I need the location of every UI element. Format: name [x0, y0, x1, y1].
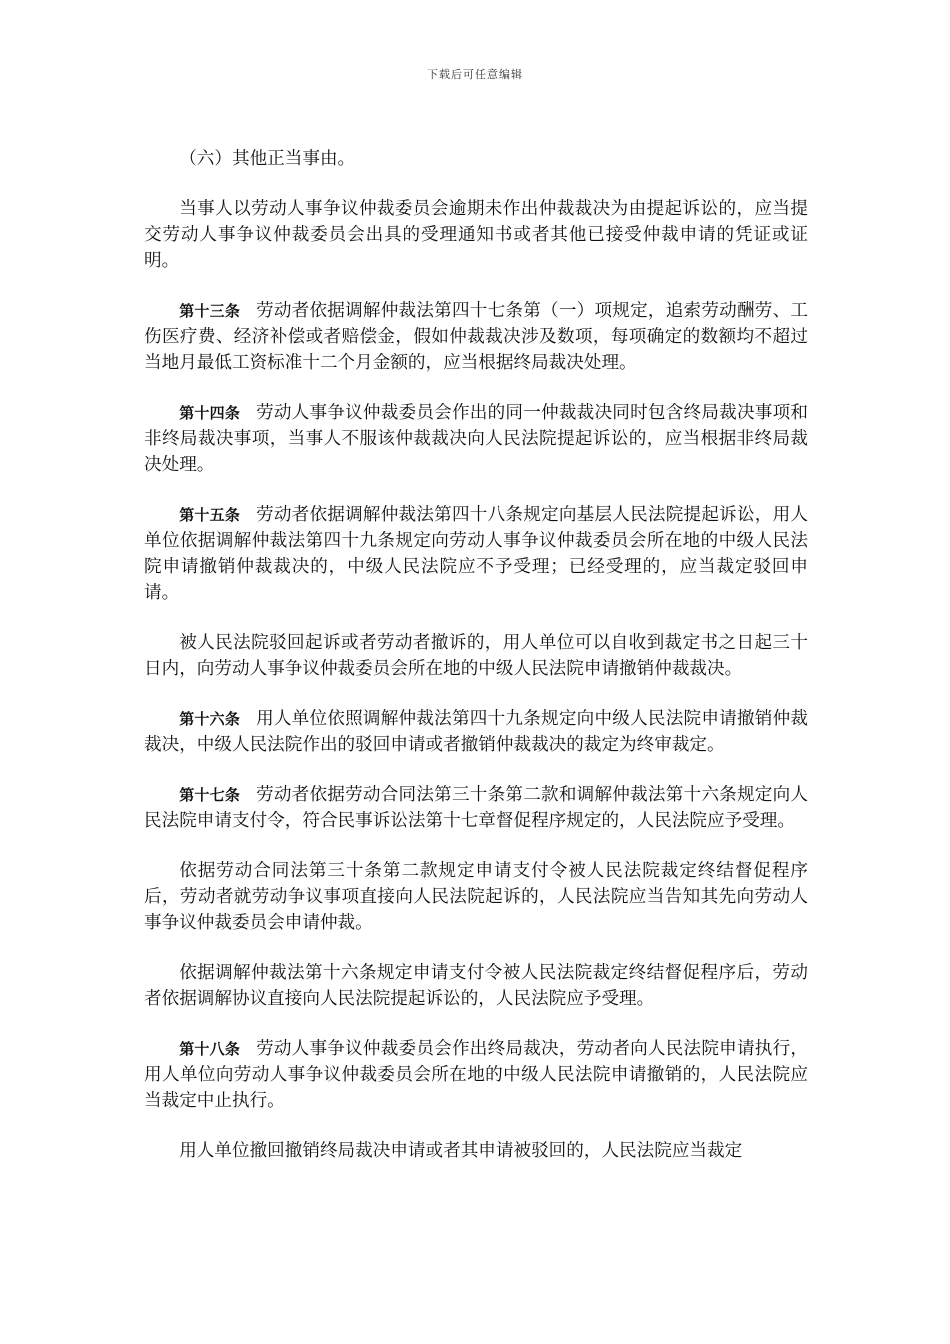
paragraph	[144, 1036, 808, 1114]
article-number: 第十五条	[179, 506, 241, 524]
paragraph	[144, 196, 808, 274]
paragraph-text: 劳动者依据劳动合同法第三十条第二款和调解仲裁法第十六条规定向人民法院申请支付令，符合民事诉讼法第十七章督促程序规定的，人民法院应予受理。	[144, 785, 808, 831]
paragraph-text: 用人单位撤回撤销终局裁决申请或者其申请被驳回的，人民法院应当裁定	[179, 1141, 743, 1161]
paragraph-text: 用人单位依照调解仲裁法第四十九条规定向中级人民法院申请撤销仲裁裁决，中级人民法院作出的驳回申请或者撤销仲裁裁决的裁定为终审裁定。	[144, 709, 808, 755]
paragraph	[144, 782, 808, 834]
article-number: 第十三条	[179, 302, 241, 320]
article-number: 第十六条	[179, 710, 241, 728]
paragraph	[144, 858, 808, 936]
paragraph	[144, 630, 808, 682]
paragraph-text: 依据调解仲裁法第十六条规定申请支付令被人民法院裁定终结督促程序后，劳动者依据调解协议直接向人民法院提起诉讼的，人民法院应予受理。	[144, 963, 808, 1009]
paragraph-text: 当事人以劳动人事争议仲裁委员会逾期未作出仲裁裁决为由提起诉讼的，应当提交劳动人事争议仲裁委员会出具的受理通知书或者其他已接受仲裁申请的凭证或证明。	[144, 199, 808, 271]
article-number: 第十八条	[179, 1040, 241, 1058]
paragraph-text: （六）其他正当事由。	[179, 149, 356, 169]
paragraph-text: 劳动人事争议仲裁委员会作出的同一仲裁裁决同时包含终局裁决事项和非终局裁决事项，当事人不服该仲裁裁决向人民法院提起诉讼的，应当根据非终局裁决处理。	[144, 403, 808, 475]
paragraph	[144, 1138, 808, 1164]
paragraph-text: 劳动者依据调解仲裁法第四十八条规定向基层人民法院提起诉讼，用人单位依据调解仲裁法第四十九条规定向劳动人事争议仲裁委员会所在地的中级人民法院申请撤销仲裁裁决的，中级人民法院应不予受理；已经受理的，应当裁定驳回申请。	[144, 505, 808, 603]
paragraph	[144, 146, 808, 172]
paragraph	[144, 298, 808, 376]
paragraph	[144, 960, 808, 1012]
paragraph-text: 被人民法院驳回起诉或者劳动者撤诉的，用人单位可以自收到裁定书之日起三十日内，向劳动人事争议仲裁委员会所在地的中级人民法院申请撤销仲裁裁决。	[144, 633, 808, 679]
article-number: 第十七条	[179, 786, 241, 804]
paragraph-text: 劳动者依据调解仲裁法第四十七条第（一）项规定，追索劳动酬劳、工伤医疗费、经济补偿或者赔偿金，假如仲裁裁决涉及数项，每项确定的数额均不超过当地月最低工资标准十二个月金额的，应当根据终局裁决处理。	[144, 301, 808, 373]
paragraph	[144, 400, 808, 478]
document-body	[144, 146, 808, 1188]
header-note: 下载后可任意编辑	[427, 68, 523, 81]
paragraph	[144, 502, 808, 606]
paragraph-text: 劳动人事争议仲裁委员会作出终局裁决，劳动者向人民法院申请执行，用人单位向劳动人事争议仲裁委员会所在地的中级人民法院申请撤销的，人民法院应当裁定中止执行。	[144, 1039, 808, 1111]
paragraph	[144, 706, 808, 758]
article-number: 第十四条	[179, 404, 241, 422]
paragraph-text: 依据劳动合同法第三十条第二款规定申请支付令被人民法院裁定终结督促程序后，劳动者就劳动争议事项直接向人民法院起诉的，人民法院应当告知其先向劳动人事争议仲裁委员会申请仲裁。	[144, 861, 808, 933]
